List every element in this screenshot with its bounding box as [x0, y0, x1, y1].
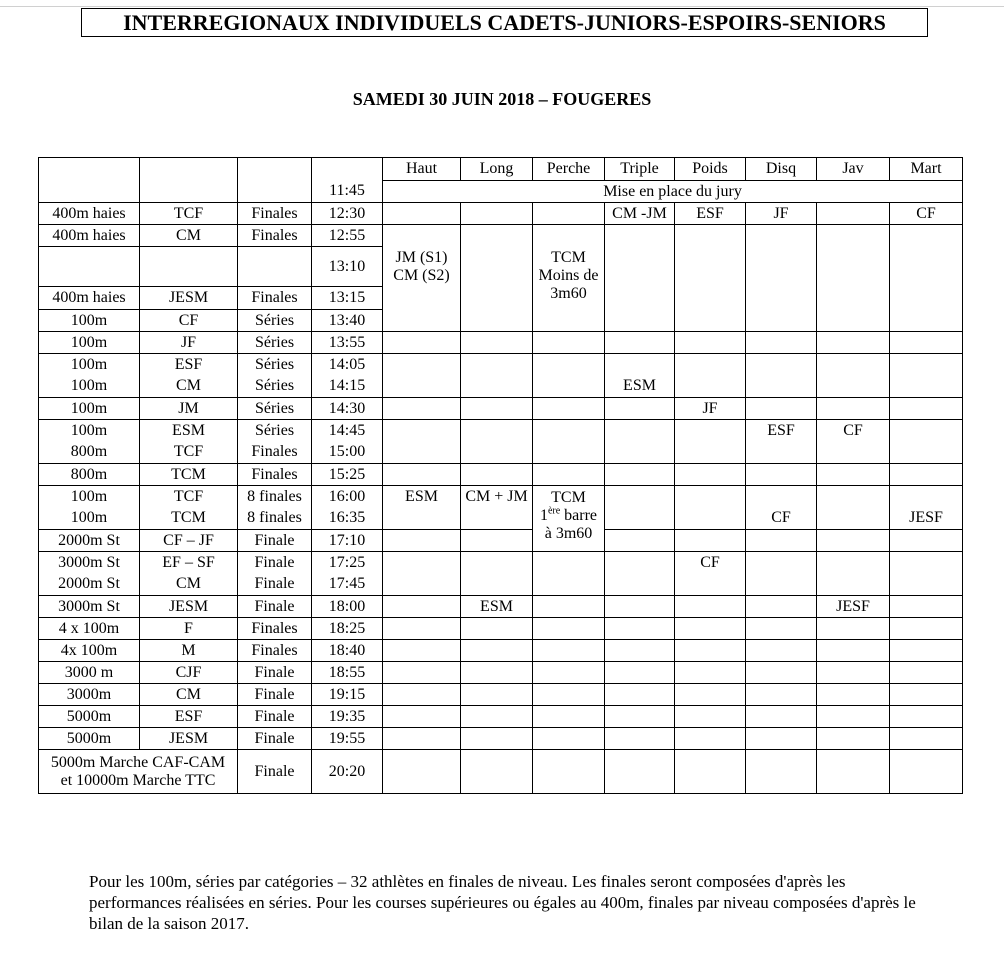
time-cell: 15:00	[312, 442, 383, 464]
time-cell: 19:55	[312, 728, 383, 750]
category-cell: M	[140, 640, 238, 662]
header-row	[39, 158, 963, 181]
table-row-walk	[39, 750, 963, 794]
time-cell: 19:15	[312, 684, 383, 706]
category-cell: TCM	[140, 464, 238, 486]
category-cell: CM	[140, 684, 238, 706]
category-cell: ESF	[140, 706, 238, 728]
table-row	[39, 728, 963, 750]
time-cell: 14:05	[312, 354, 383, 376]
event-header-poids: Poids	[675, 158, 746, 181]
category-cell: JESM	[140, 287, 238, 310]
race-cell: 2000m St	[39, 574, 140, 596]
field-mart-cell: CF	[890, 203, 963, 225]
time-cell: 19:35	[312, 706, 383, 728]
round-cell: Finales	[238, 442, 312, 464]
table-row	[39, 618, 963, 640]
race-cell: 100m	[39, 376, 140, 398]
table-row	[39, 640, 963, 662]
round-cell: Finale	[238, 728, 312, 750]
round-cell: Finale	[238, 530, 312, 552]
event-header-perche: Perche	[533, 158, 605, 181]
race-cell: 100m	[39, 420, 140, 442]
time-cell: 17:45	[312, 574, 383, 596]
table-row	[39, 706, 963, 728]
table-row	[39, 442, 963, 464]
race-cell: 5000m	[39, 728, 140, 750]
field-perche-cell: TCM 1ère barre à 3m60	[533, 486, 605, 552]
field-haut-cell: ESM	[383, 486, 461, 508]
category-cell: TCM	[140, 508, 238, 530]
field-mart-cell: JESF	[890, 508, 963, 530]
round-cell: 8 finales	[238, 486, 312, 508]
round-cell: Finales	[238, 640, 312, 662]
race-cell: 400m haies	[39, 287, 140, 310]
field-disq-cell: JF	[746, 203, 817, 225]
race-cell: 100m	[39, 486, 140, 508]
field-jav-cell: JESF	[817, 596, 890, 618]
table-row	[39, 508, 963, 530]
field-triple-cell: CM -JM	[605, 203, 675, 225]
field-long-cell: CM + JM	[461, 486, 533, 508]
page-top-rule	[0, 6, 1004, 7]
time-cell: 16:00	[312, 486, 383, 508]
table-row	[39, 332, 963, 354]
round-cell: Séries	[238, 354, 312, 376]
category-cell: CM	[140, 574, 238, 596]
field-perche-cell: TCM Moins de 3m60	[533, 225, 605, 332]
time-cell: 14:30	[312, 398, 383, 420]
round-cell: Finales	[238, 225, 312, 247]
field-jav-cell: CF	[817, 420, 890, 442]
event-header-jav: Jav	[817, 158, 890, 181]
race-cell: 4x 100m	[39, 640, 140, 662]
time-cell: 14:15	[312, 376, 383, 398]
race-cell: 2000m St	[39, 530, 140, 552]
table-row	[39, 398, 963, 420]
table-row	[39, 662, 963, 684]
race-cell: 400m haies	[39, 225, 140, 247]
table-row	[39, 354, 963, 376]
table-row	[39, 574, 963, 596]
round-cell: Finale	[238, 706, 312, 728]
time-cell: 13:10	[312, 247, 383, 287]
field-long-cell: ESM	[461, 596, 533, 618]
category-cell: EF – SF	[140, 552, 238, 574]
time-cell: 18:00	[312, 596, 383, 618]
race-cell: 100m	[39, 310, 140, 332]
table-row	[39, 684, 963, 706]
category-cell: CJF	[140, 662, 238, 684]
round-cell: Séries	[238, 332, 312, 354]
field-poids-cell: CF	[675, 552, 746, 574]
field-disq-cell: CF	[746, 508, 817, 530]
category-cell: JESM	[140, 728, 238, 750]
round-cell: Finale	[238, 662, 312, 684]
time-cell: 14:45	[312, 420, 383, 442]
table-row	[39, 530, 963, 552]
round-cell: Finales	[238, 287, 312, 310]
table-row	[39, 486, 963, 508]
field-poids-cell: JF	[675, 398, 746, 420]
header-empty-cell	[312, 158, 383, 181]
category-cell: ESF	[140, 354, 238, 376]
time-cell: 15:25	[312, 464, 383, 486]
event-header-mart: Mart	[890, 158, 963, 181]
jury-note: Mise en place du jury	[383, 181, 963, 203]
round-cell: Finales	[238, 203, 312, 225]
time-cell: 17:10	[312, 530, 383, 552]
category-cell: TCF	[140, 486, 238, 508]
page-subtitle: SAMEDI 30 JUIN 2018 – FOUGERES	[352, 89, 652, 109]
time-cell: 18:40	[312, 640, 383, 662]
table-row	[39, 552, 963, 574]
field-poids-cell: ESF	[675, 203, 746, 225]
footnote-paragraph: Pour les 100m, séries par catégories – 32 athlètes en finales de niveau. Les finales seront composées d'après les performances réalisées en séries. Pour les courses supérieures ou égales au 400m, finales par niveau composées d'après le bilan de la saison 2017.	[89, 872, 916, 933]
event-header-haut: Haut	[383, 158, 461, 181]
race-cell: 3000m St	[39, 552, 140, 574]
race-cell-walk: 5000m Marche CAF-CAM et 10000m Marche TTC	[39, 750, 238, 794]
time-cell: 13:15	[312, 287, 383, 310]
event-header-disq: Disq	[746, 158, 817, 181]
field-disq-cell: ESF	[746, 420, 817, 442]
round-cell: Finale	[238, 552, 312, 574]
page-title: INTERREGIONAUX INDIVIDUELS CADETS-JUNIORS-ESPOIRS-SENIORS	[81, 8, 928, 37]
race-cell: 800m	[39, 442, 140, 464]
time-cell: 13:40	[312, 310, 383, 332]
race-cell: 3000m St	[39, 596, 140, 618]
table-row	[39, 420, 963, 442]
round-cell: Séries	[238, 310, 312, 332]
field-triple-cell: ESM	[605, 376, 675, 398]
table-row	[39, 596, 963, 618]
category-cell: CF	[140, 310, 238, 332]
category-cell: CF – JF	[140, 530, 238, 552]
time-cell: 12:30	[312, 203, 383, 225]
round-cell: Séries	[238, 376, 312, 398]
header-empty-cell	[238, 158, 312, 181]
category-cell: CM	[140, 376, 238, 398]
race-cell: 800m	[39, 464, 140, 486]
race-cell: 5000m	[39, 706, 140, 728]
schedule-table	[38, 157, 963, 794]
header-empty-cell	[140, 158, 238, 181]
round-cell: Finale	[238, 596, 312, 618]
category-cell: TCF	[140, 203, 238, 225]
category-cell: JF	[140, 332, 238, 354]
event-header-long: Long	[461, 158, 533, 181]
race-cell: 400m haies	[39, 203, 140, 225]
round-cell: Finale	[238, 684, 312, 706]
time-cell: 18:55	[312, 662, 383, 684]
table-row	[39, 225, 963, 247]
jury-row	[39, 181, 963, 203]
category-cell: ESM	[140, 420, 238, 442]
round-cell: Finales	[238, 464, 312, 486]
round-cell: Finale	[238, 574, 312, 596]
time-cell: 18:25	[312, 618, 383, 640]
race-cell: 3000m	[39, 684, 140, 706]
category-cell: JESM	[140, 596, 238, 618]
round-cell: Finales	[238, 618, 312, 640]
category-cell: F	[140, 618, 238, 640]
schedule-body	[39, 158, 963, 794]
race-cell: 4 x 100m	[39, 618, 140, 640]
table-row	[39, 203, 963, 225]
field-haut-cell: JM (S1) CM (S2)	[383, 225, 461, 332]
category-cell: JM	[140, 398, 238, 420]
round-cell: Séries	[238, 398, 312, 420]
race-cell: 100m	[39, 332, 140, 354]
table-row	[39, 464, 963, 486]
time-cell: 13:55	[312, 332, 383, 354]
table-row	[39, 376, 963, 398]
race-cell: 100m	[39, 398, 140, 420]
round-cell: 8 finales	[238, 508, 312, 530]
category-cell: CM	[140, 225, 238, 247]
time-cell: 12:55	[312, 225, 383, 247]
race-cell: 100m	[39, 508, 140, 530]
time-cell: 16:35	[312, 508, 383, 530]
event-header-triple: Triple	[605, 158, 675, 181]
jury-time: 11:45	[312, 181, 383, 203]
category-cell: TCF	[140, 442, 238, 464]
round-cell: Finale	[238, 750, 312, 794]
race-cell: 100m	[39, 354, 140, 376]
header-empty-cell	[39, 158, 140, 181]
time-cell: 20:20	[312, 750, 383, 794]
race-cell: 3000 m	[39, 662, 140, 684]
time-cell: 17:25	[312, 552, 383, 574]
round-cell: Séries	[238, 420, 312, 442]
